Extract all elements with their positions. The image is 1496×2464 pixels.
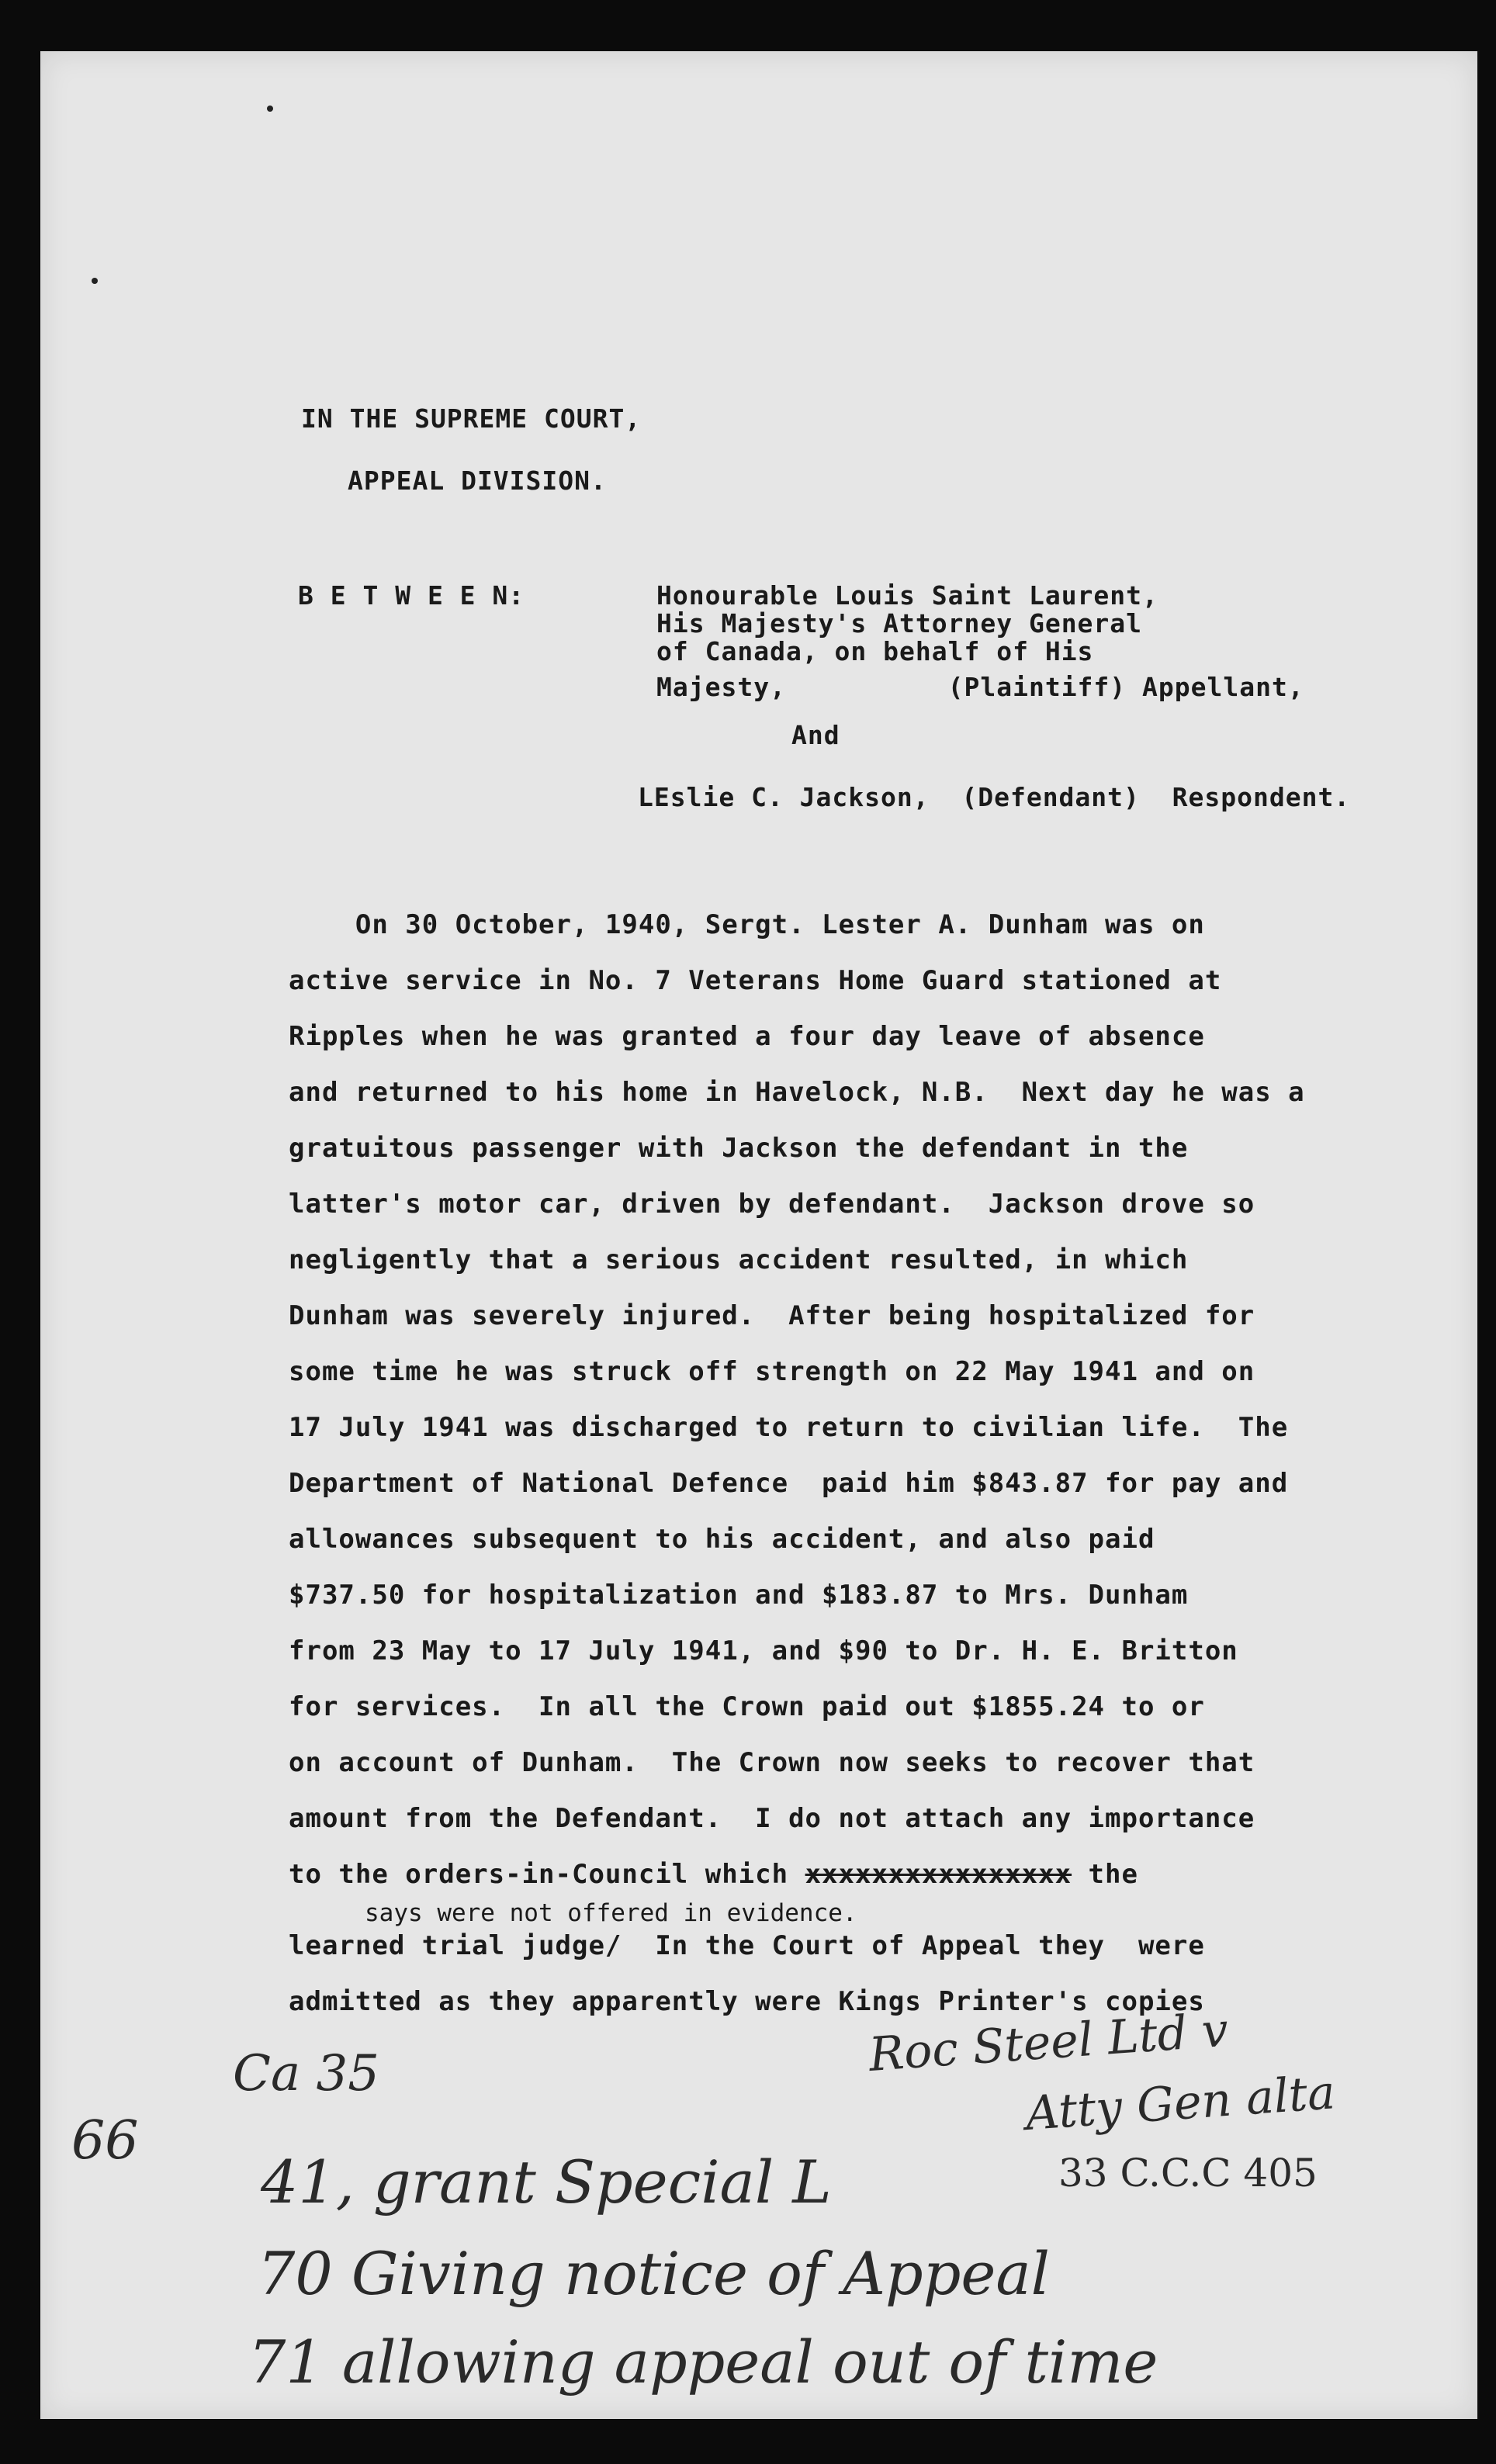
inserted-correction: says were not offered in evidence. [365,1899,857,1927]
body-line: Ripples when he was granted a four day leave of absence [289,1021,1205,1052]
punch-mark [92,278,98,284]
court-division: APPEAL DIVISION. [348,465,607,496]
respondent-line: LEslie C. Jackson, (Defendant) Respondent. [638,782,1351,812]
body-line: 17 July 1941 was discharged to return to civilian life. The [289,1412,1289,1443]
handwritten-case-name: Atty Gen alta [1023,2065,1337,2141]
handwritten-note: 41, grant Special L [261,2147,832,2217]
handwritten-citation: 33 C.C.C 405 [1058,2151,1318,2196]
body-line: active service in No. 7 Veterans Home Guard stationed at [289,965,1222,996]
body-line: on account of Dunham. The Crown now seeks to recover that [289,1747,1255,1778]
punch-mark [267,106,273,112]
body-line: learned trial judge/ In the Court of Appeal they were [289,1930,1205,1961]
handwritten-note: 71 allowing appeal out of time [248,2327,1158,2397]
body-line: Department of National Defence paid him $843.87 for pay and [289,1468,1289,1499]
court-name: IN THE SUPREME COURT, [301,403,642,434]
body-line: $737.50 for hospitalization and $183.87 to Mrs. Dunham [289,1580,1189,1611]
handwritten-ca-ref: Ca 35 [233,2045,379,2102]
body-line: latter's motor car, driven by defendant. Jackson drove so [289,1189,1255,1220]
orders-text-end: the [1072,1859,1138,1890]
body-line: for services. In all the Crown paid out $1855.24 to or [289,1691,1205,1722]
handwritten-note: 70 Giving notice of Appeal [258,2239,1050,2308]
body-line: from 23 May to 17 July 1941, and $90 to Dr. H. E. Britton [289,1635,1238,1666]
body-line: On 30 October, 1940, Sergt. Lester A. Dunham was on [289,909,1205,940]
handwritten-case-name: Roc Steel Ltd v [867,2002,1231,2082]
body-line: gratuitous passenger with Jackson the defendant in the [289,1133,1189,1164]
body-line: negligently that a serious accident resulted, in which [289,1244,1189,1275]
body-line: and returned to his home in Havelock, N.B. Next day he was a [289,1077,1305,1108]
body-line-orders [289,1859,1138,1890]
appellant-line: His Majesty's Attorney General [656,608,1143,638]
body-line: allowances subsequent to his accident, and also paid [289,1524,1155,1555]
body-line: some time he was struck off strength on 22 May 1941 and on [289,1356,1255,1387]
struck-out-text: xxxxxxxxxxxxxxxx [805,1859,1072,1890]
orders-text: to the orders-in-Council which [289,1859,805,1890]
body-line: Dunham was severely injured. After being hospitalized for [289,1300,1255,1331]
between-label: B E T W E E N: [298,580,525,611]
appellant-line: of Canada, on behalf of His [656,636,1094,666]
body-line: admitted as they apparently were Kings Printer's copies [289,1986,1205,2017]
appellant-line: Honourable Louis Saint Laurent, [656,580,1158,611]
handwritten-margin-number: 66 [71,2110,139,2172]
body-line: amount from the Defendant. I do not attach any importance [289,1803,1255,1834]
appellant-line: Majesty, (Plaintiff) Appellant, [656,672,1304,702]
and-label: And [791,720,840,750]
